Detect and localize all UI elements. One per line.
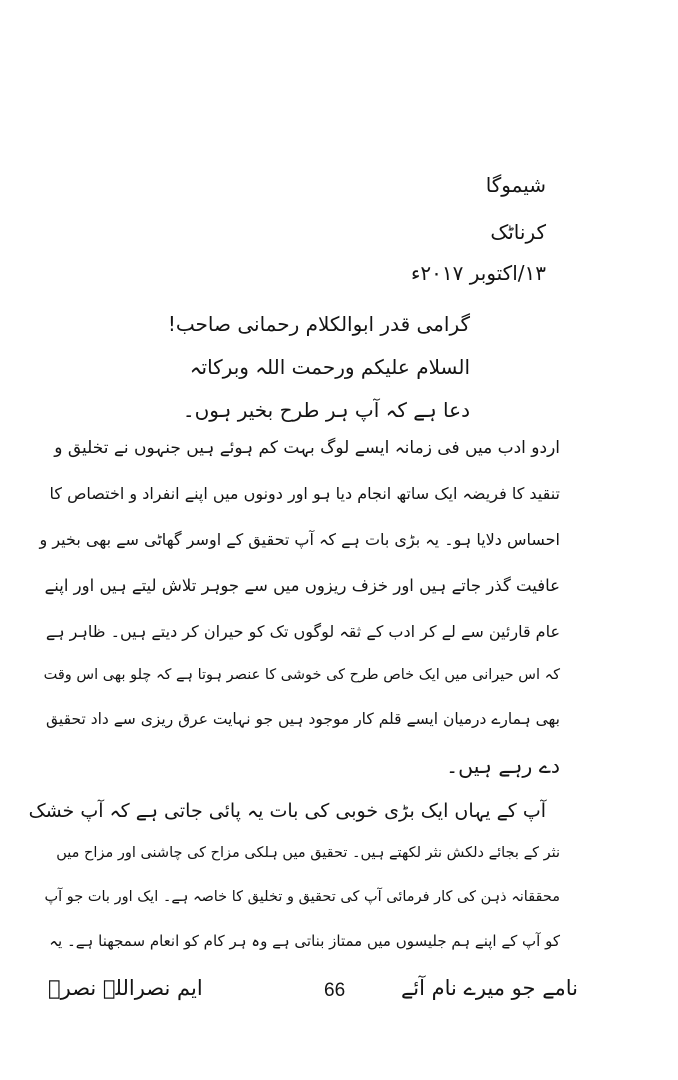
paragraph1-line: عام قارئین سے لے کر ادب کے ثقہ لوگوں تک کو حیران کر دیتے ہیں۔ ظاہر ہے — [45, 622, 560, 641]
footer-author: ایم نصراللہ نصرؔ — [48, 976, 203, 1000]
footer-book-title: نامے جو میرے نام آئے — [400, 976, 578, 1000]
paragraph1-line: تنقید کا فریضہ ایک ساتھ انجام دیا ہو اور دونوں میں اپنے انفراد و اختصاص کا — [49, 484, 560, 503]
wish-line: دعا ہے کہ آپ ہر طرح بخیر ہوں۔ — [182, 398, 470, 422]
paragraph2-line: نثر کے بجائے دلکش نثر لکھتے ہیں۔ تحقیق میں ہلکی مزاح کی چاشنی اور مزاح میں — [56, 845, 560, 861]
paragraph1-line: اردو ادب میں فی زمانہ ایسے لوگ بہت کم ہوئے ہیں جنہوں نے تخلیق و — [54, 438, 560, 458]
paragraph1-line: کہ اس حیرانی میں ایک خاص طرح کی خوشی کا عنصر ہوتا ہے کہ چلو بھی اس وقت — [43, 667, 560, 683]
paragraph2-line: آپ کے یہاں ایک بڑی خوبی کی بات یہ پائی جاتی ہے کہ آپ خشک — [28, 800, 546, 822]
paragraph2-line: محققانہ ذہن کی کار فرمائی آپ کی تحقیق و تخلیق کا خاصہ ہے۔ ایک اور بات جو آپ — [44, 889, 560, 905]
letter-date: ۱۳/اکتوبر ۲۰۱۷ء — [410, 261, 546, 285]
paragraph1-line: احساس دلایا ہو۔ یہ بڑی بات ہے کہ آپ تحقیق کے اوسر گھاٹی سے بھی بخیر و — [39, 530, 560, 549]
page-number: 66 — [324, 980, 346, 1001]
address-state: کرناٹک — [490, 220, 546, 244]
address-city: شیموگا — [485, 173, 546, 197]
salutation: گرامی قدر ابوالکلام رحمانی صاحب! — [167, 312, 470, 336]
paragraph1-line: دے رہے ہیں۔ — [446, 754, 560, 778]
paragraph1-line: بھی ہمارے درمیان ایسے قلم کار موجود ہیں جو نہایت عرق ریزی سے داد تحقیق — [46, 710, 560, 728]
greeting: السلام علیکم ورحمت اللہ وبرکاتہ — [189, 355, 470, 379]
paragraph1-line: عافیت گذر جاتے ہیں اور خزف ریزوں میں سے جوہر تلاش لیتے ہیں اور اپنے — [44, 576, 560, 595]
paragraph2-line: کو آپ کے اپنے ہم جلیسوں میں ممتاز بناتی ہے وہ ہر کام کو انعام سمجھنا ہے۔ یہ — [49, 932, 560, 950]
